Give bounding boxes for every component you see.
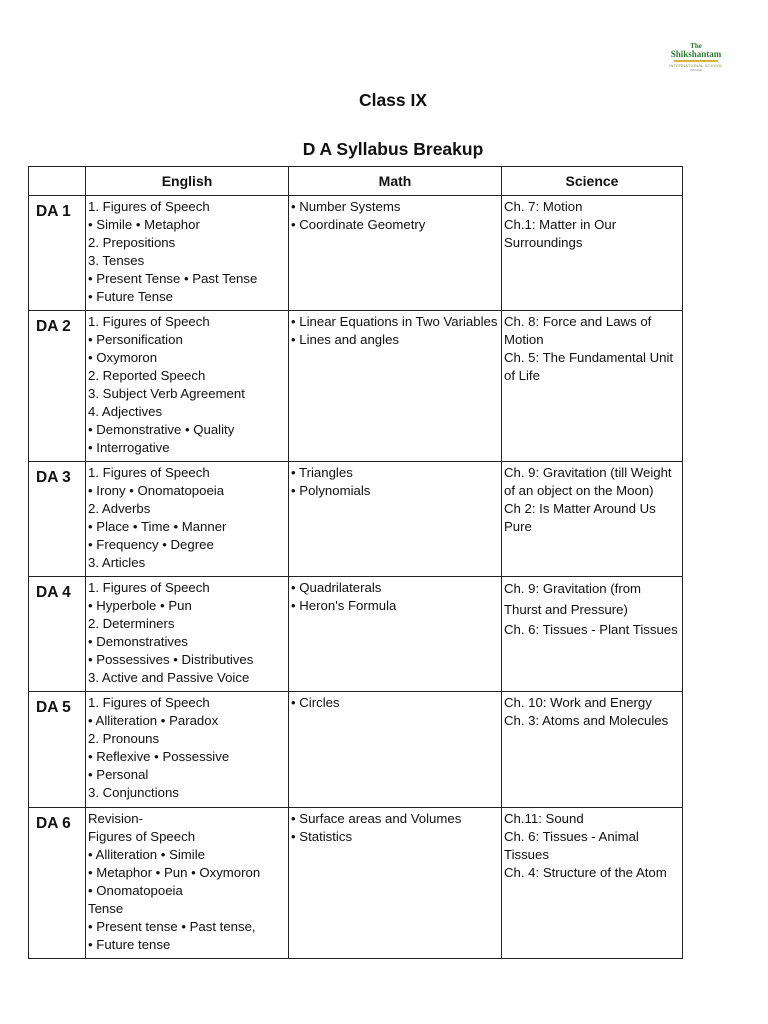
school-logo [668, 42, 724, 74]
science-cell [502, 462, 683, 577]
header-math: Math [289, 167, 502, 196]
math-cell [289, 462, 502, 577]
english-topic: • Personification [88, 332, 183, 347]
english-cell [86, 462, 289, 577]
science-topic: Ch. 9: Gravitation (from Thurst and Pressure) [504, 581, 642, 617]
english-topic: • Place • Time • Manner [88, 519, 227, 534]
english-topic: • Alliteration • Paradox [88, 713, 219, 728]
english-topic: 2. Prepositions [88, 235, 176, 250]
math-topic: • Surface areas and Volumes [291, 811, 462, 826]
english-topic: • Possessives • Distributives [88, 652, 254, 667]
english-topic: 2. Determiners [88, 616, 175, 631]
science-topic: Ch.11: Sound [504, 811, 584, 826]
syllabus-table [28, 166, 683, 959]
header-corner [29, 167, 86, 196]
logo-subtitle: INTERNATIONAL SCHOOL [669, 63, 723, 68]
english-topic: • Demonstratives [88, 634, 188, 649]
english-topic: 1. Figures of Speech [88, 580, 210, 595]
english-topic: • Alliteration • Simile [88, 847, 205, 862]
english-topic: • Interrogative [88, 440, 170, 455]
math-cell [289, 692, 502, 808]
science-cell [502, 311, 683, 462]
science-topic: Ch. 6: Tissues - Animal Tissues [504, 829, 639, 862]
english-topic: • Reflexive • Possessive [88, 749, 230, 764]
logo-text: The Shikshantam [670, 42, 722, 59]
table-row [29, 196, 683, 311]
science-cell [502, 196, 683, 311]
row-label: DA 1 [29, 196, 86, 311]
header-english: English [86, 167, 289, 196]
table-row [29, 311, 683, 462]
english-topic: Revision- [88, 811, 143, 826]
science-topic: Ch. 8: Force and Laws of Motion [504, 314, 652, 347]
english-topic: 1. Figures of Speech [88, 695, 210, 710]
math-topic: • Triangles [291, 465, 353, 480]
page-title: D A Syllabus Breakup [302, 139, 484, 159]
english-topic: 3. Conjunctions [88, 785, 179, 800]
english-topic: • Simile • Metaphor [88, 217, 200, 232]
english-topic: 3. Tenses [88, 253, 145, 268]
science-topic: Ch. 10: Work and Energy [504, 695, 652, 710]
math-topic: • Statistics [291, 829, 353, 844]
header-science: Science [502, 167, 683, 196]
math-topic: • Quadrilaterals [291, 580, 382, 595]
english-topic: • Personal [88, 767, 149, 782]
table-row [29, 462, 683, 577]
science-topic: Ch. 6: Tissues - Plant Tissues [504, 622, 678, 638]
english-topic: • Frequency • Degree [88, 537, 214, 552]
english-topic: • Present tense • Past tense, [88, 919, 256, 934]
logo-city: INDORE [690, 68, 702, 72]
science-topic: Ch. 9: Gravitation (till Weight of an object on the Moon) [504, 465, 672, 498]
science-topic: Ch.1: Matter in Our Surroundings [504, 217, 617, 250]
science-topic: Ch. 3: Atoms and Molecules [504, 713, 669, 728]
english-topic: 1. Figures of Speech [88, 199, 210, 214]
english-topic: 2. Reported Speech [88, 368, 206, 383]
english-topic: • Metaphor • Pun • Oxymoron [88, 865, 261, 880]
science-cell [502, 808, 683, 959]
math-topic: • Circles [291, 695, 340, 710]
math-cell [289, 311, 502, 462]
math-topic: • Polynomials [291, 483, 371, 498]
math-topic: • Lines and angles [291, 332, 399, 347]
row-label: DA 3 [29, 462, 86, 577]
science-topic: Ch 2: Is Matter Around Us Pure [504, 501, 656, 534]
english-topic: 2. Adverbs [88, 501, 151, 516]
english-topic: • Present Tense • Past Tense [88, 271, 258, 286]
row-label: DA 6 [29, 808, 86, 959]
math-topic: • Heron's Formula [291, 598, 397, 613]
english-topic: 1. Figures of Speech [88, 314, 210, 329]
math-cell [289, 196, 502, 311]
science-topic: Ch. 7: Motion [504, 199, 583, 214]
english-topic: 2. Pronouns [88, 731, 160, 746]
math-topic: • Number Systems [291, 199, 401, 214]
math-topic: • Coordinate Geometry [291, 217, 426, 232]
table-header-row [29, 167, 683, 196]
table-row [29, 692, 683, 808]
science-cell [502, 692, 683, 808]
english-topic: 3. Subject Verb Agreement [88, 386, 245, 401]
english-cell [86, 808, 289, 959]
table-row [29, 577, 683, 692]
english-topic: • Onomatopoeia [88, 883, 183, 898]
english-topic: • Future Tense [88, 289, 174, 304]
class-title: Class IX [358, 90, 428, 110]
english-topic: • Oxymoron [88, 350, 158, 365]
english-cell [86, 196, 289, 311]
math-topic: • Linear Equations in Two Variables [291, 314, 498, 329]
row-label: DA 5 [29, 692, 86, 808]
english-topic: 1. Figures of Speech [88, 465, 210, 480]
english-topic: Tense [88, 901, 124, 916]
science-cell [502, 577, 683, 692]
science-topic: Ch. 5: The Fundamental Unit of Life [504, 350, 674, 383]
table-row [29, 808, 683, 959]
math-cell [289, 577, 502, 692]
english-topic: 3. Active and Passive Voice [88, 670, 250, 685]
math-cell [289, 808, 502, 959]
row-label: DA 4 [29, 577, 86, 692]
english-cell [86, 311, 289, 462]
english-topic: 3. Articles [88, 555, 146, 570]
english-topic: • Irony • Onomatopoeia [88, 483, 225, 498]
logo-bar [674, 60, 718, 62]
english-topic: 4. Adjectives [88, 404, 163, 419]
english-topic: • Future tense [88, 937, 171, 952]
english-cell [86, 577, 289, 692]
row-label: DA 2 [29, 311, 86, 462]
english-topic: • Demonstrative • Quality [88, 422, 235, 437]
english-topic: Figures of Speech [88, 829, 196, 844]
english-cell [86, 692, 289, 808]
science-topic: Ch. 4: Structure of the Atom [504, 865, 667, 880]
english-topic: • Hyperbole • Pun [88, 598, 192, 613]
